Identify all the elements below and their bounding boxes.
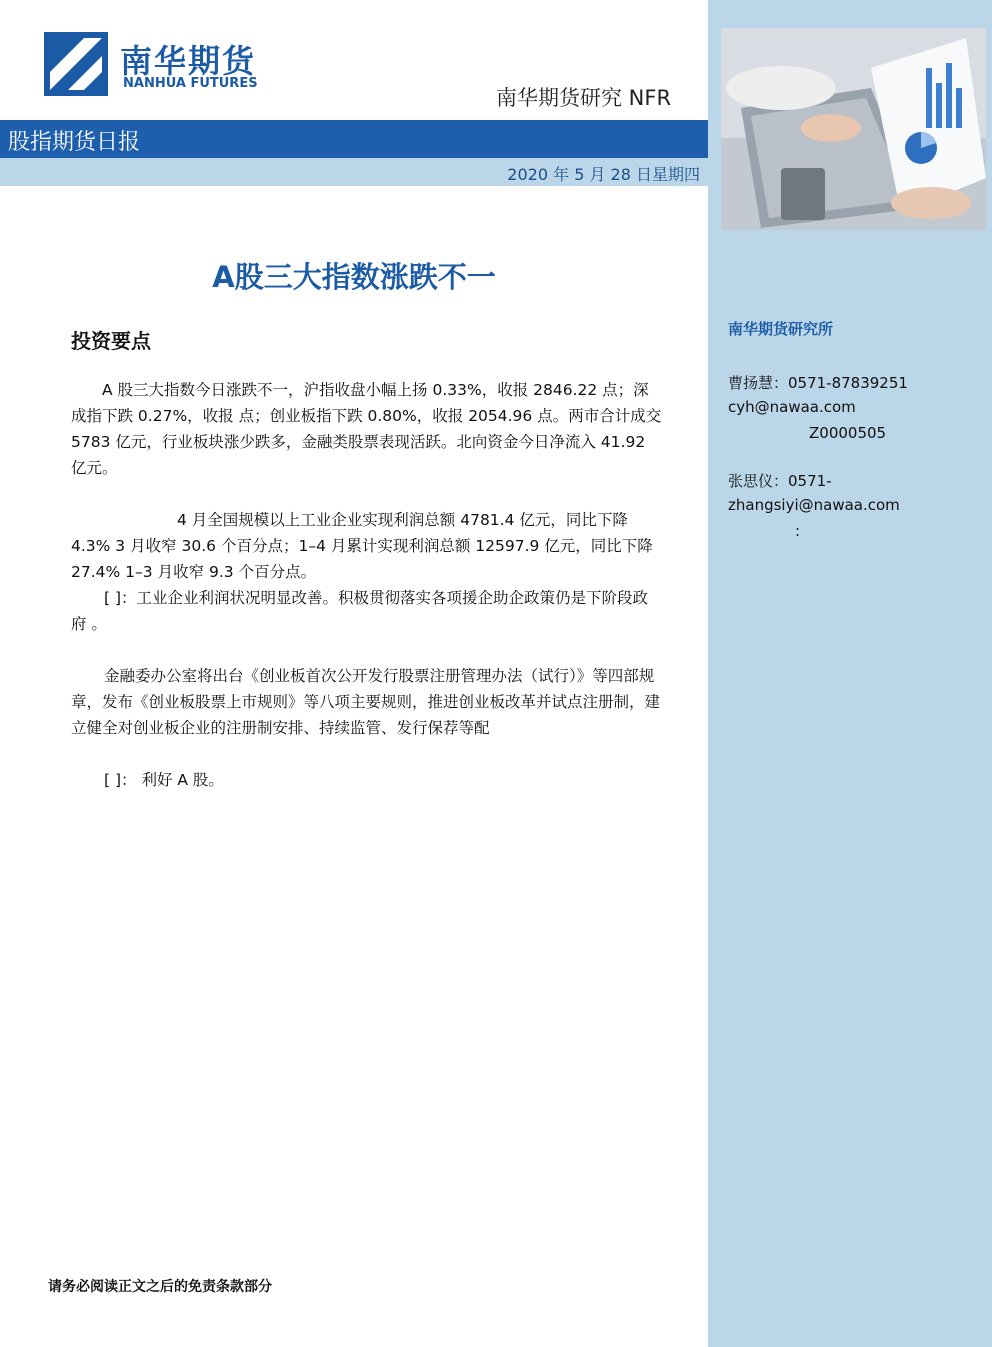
logo-text-cn: 南华期货 (120, 42, 257, 80)
analyst2-extra: : (795, 522, 801, 540)
analyst1-email[interactable]: cyh@nawaa.com (728, 398, 856, 416)
report-date: 2020 年 5 月 28 日星期四 (507, 165, 700, 184)
date-bar (0, 158, 708, 186)
section-heading: 投资要点 (71, 329, 151, 353)
report-banner (0, 120, 708, 158)
article-title: A股三大指数涨跌不一 (212, 260, 496, 294)
cover-photo (721, 28, 986, 230)
paragraph-market: A 股三大指数今日涨跌不一，沪指收盘小幅上扬 0.33%，收报 2846.22 点；深成指下跌 0.27%，收报 点；创业板指下跌 0.80%，收报 2054.96 点。两市合计成交 5783 亿元，行业板块涨少跌多，金融类股票表现活跃。北向资金今日净流入 41.92 亿元。 (71, 381, 662, 477)
paragraph-industry-comment: [ ]：工业企业利润状况明显改善。积极贯彻落实各项援企助企政策仍是下阶段政府 。 (71, 589, 649, 633)
paragraph-gem-comment: [ ]： 利好 A 股。 (104, 771, 224, 789)
nanhua-logo-icon (44, 32, 108, 96)
footer-disclaimer: 请务必阅读正文之后的免责条款部分 (48, 1279, 272, 1295)
paragraph-industry-profit: 4 月全国规模以上工业企业实现利润总额 4781.4 亿元，同比下降 4.3% 3 月收窄 30.6 个百分点；1–4 月累计实现利润总额 12597.9 亿元，同比下降 27.4% 1–3 月收窄 9.3 个百分点。 (71, 511, 653, 581)
research-label: 南华期货研究 NFR (496, 86, 672, 110)
analyst1-phone: 曹扬慧：0571-87839251 (728, 374, 908, 392)
institute-name: 南华期货研究所 (728, 320, 834, 338)
logo-text-en: NANHUA FUTURES (123, 76, 258, 91)
report-title: 股指期货日报 (8, 130, 141, 155)
analyst2-phone: 张思仪：0571- (728, 472, 832, 490)
analyst2-email[interactable]: zhangsiyi@nawaa.com (728, 496, 900, 514)
analyst1-license: Z0000505 (809, 424, 887, 442)
paragraph-gem-reform: 金融委办公室将出台《创业板首次公开发行股票注册管理办法（试行）》等四部规章，发布《创业板股票上市规则》等八项主要规则，推进创业板改革并试点注册制，建立健全对创业板企业的注册制安排、持续监管、发行保荐等配 (71, 667, 661, 737)
